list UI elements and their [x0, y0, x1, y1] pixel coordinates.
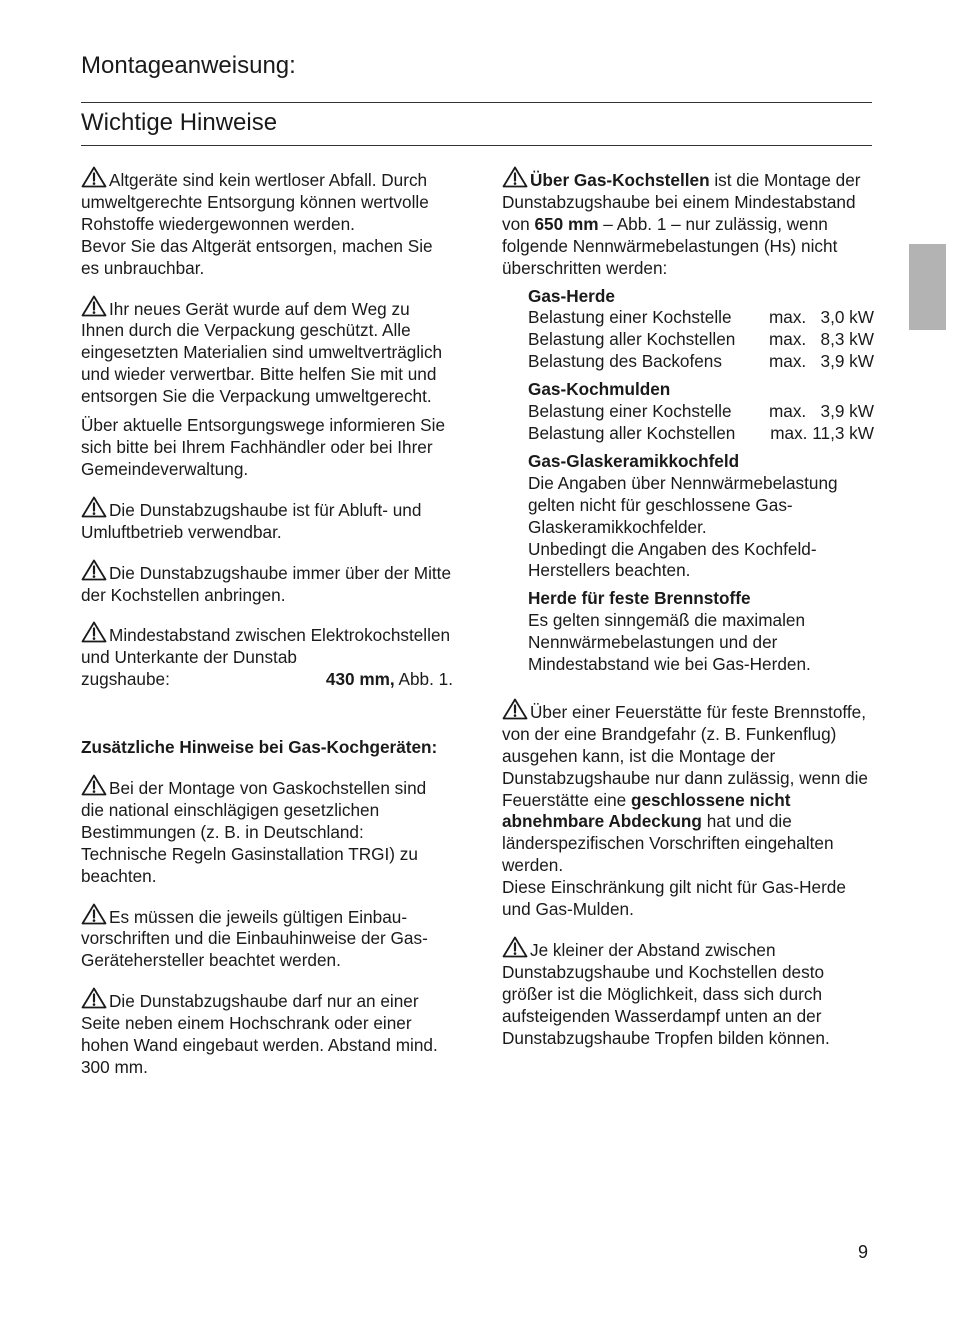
note-packaging: Ihr neues Gerät wurde auf dem Weg zu Ihnen durch die Verpackung geschützt. Alle eingesetzten Materialien sind umweltverträglich und wieder verwertbar. Bitte helfen Sie mit und entsorgen Sie die Verpackung umweltgerecht. — [81, 295, 453, 409]
warning-icon — [81, 496, 107, 518]
page-number: 9 — [858, 1242, 869, 1262]
feste-brennstoffe-block: Herde für feste Brennstoffe Es gelten sinngemäß die maximalen Nennwärmebelastungen und der Mindestabstand wie bei Gas-Herden. — [528, 588, 811, 675]
note-side-clearance: Die Dunstabzugshaube darf nur an einer Seite neben einem Hochschrank oder einer hohen Wand eingebaut werden. Abstand mind. 300 mm. — [81, 987, 453, 1079]
warning-icon — [502, 698, 528, 720]
spec-row: Belastung einer Kochstelle max. 3,9 kW — [528, 401, 874, 422]
warning-icon — [502, 166, 528, 188]
note-disposal-info: Über aktuelle Entsorgungswege informieren Sie sich bitte bei Ihrem Fachhändler oder bei Ihrer Gemeindeverwaltung. — [81, 415, 446, 479]
section-title: Wichtige Hinweise — [81, 109, 278, 136]
warning-icon — [81, 295, 107, 317]
spec-row: Belastung des Backofens max. 3,9 kW — [528, 351, 874, 372]
warning-icon — [502, 936, 528, 958]
spec-row: Belastung aller Kochstellen max. 8,3 kW — [528, 329, 874, 350]
section-divider — [81, 145, 872, 146]
min-distance-line: zugshaube: 430 mm, Abb. 1. — [81, 669, 453, 690]
note-solid-fuel: Über einer Feuerstätte für feste Brennstoffe, von der eine Brandgefahr (z. B. Funkenflug) ausgehen kann, ist die Montage der Dunstabzugshaube nur dann zulässig, wenn die Feuerstätte eine geschlossene nicht abnehmbare Abdeckung hat und die länderspezifischen Vorschriften eingehalten werden. — [502, 698, 874, 877]
note-condensation: Je kleiner der Abstand zwischen Dunstabzugshaube und Kochstellen desto größer ist die Möglichkeit, dass sich durch aufsteigenden Wasserdampf unten an der Dunstabzugshaube Tropfen bilden können. — [502, 936, 874, 1050]
note-gas-hobs: Über Gas-Kochstellen ist die Montage der Dunstabzugshaube bei einem Mindestabstand von 650 mm – Abb. 1 – nur zulässig, wenn folgende Nennwärmebelastungen (Hs) nicht überschritten werden: — [502, 166, 874, 280]
warning-icon — [81, 559, 107, 581]
note-min-distance: Mindestabstand zwischen Elektrokochstellen und Unterkante der Dunstab — [81, 621, 453, 669]
warning-icon — [81, 621, 107, 643]
left-column — [81, 166, 453, 1079]
language-tab — [909, 244, 946, 330]
page-title: Montageanweisung: — [81, 52, 296, 79]
warning-icon — [81, 987, 107, 1009]
note-disposal-2: Bevor Sie das Altgerät entsorgen, machen Sie es unbrauchbar. — [81, 235, 433, 278]
note-operation-mode: Die Dunstabzugshaube ist für Abluft- und Umluftbetrieb verwendbar. — [81, 496, 453, 544]
title-divider — [81, 102, 872, 103]
note-solid-fuel-2: Diese Einschränkung gilt nicht für Gas-Herde und Gas-Mulden. — [502, 877, 846, 920]
gas-kochmulden-block: Gas-Kochmulden Belastung einer Kochstelle max. 3,9 kW Belastung aller Kochstellen max. 11,3 kW — [528, 379, 874, 443]
warning-icon — [81, 774, 107, 796]
gas-herde-block: Gas-Herde Belastung einer Kochstelle max. 3,0 kW Belastung aller Kochstellen max. 8,3 kW Belastung des Backofens max. 3,9 kW — [528, 285, 874, 372]
glaskeramik-block: Gas-Glaskeramikkochfeld Die Angaben über Nennwärmebelastung gelten nicht für geschlossene Gas-Glaskeramikkochfelder. Unbedingt die Angaben des Kochfeld-Herstellers beachten. — [528, 450, 838, 581]
gas-heading: Zusätzliche Hinweise bei Gas-Kochgeräten: — [81, 737, 438, 758]
note-gas-regulations: Bei der Montage von Gaskochstellen sind die national einschlägigen gesetzlichen Bestimmungen (z. B. in Deutschland: Technische Regeln Gasinstallation TRGI) zu beachten. — [81, 774, 453, 888]
warning-icon — [81, 903, 107, 925]
spec-row: Belastung einer Kochstelle max. 3,0 kW — [528, 307, 874, 328]
spec-row: Belastung aller Kochstellen max. 11,3 kW — [528, 422, 874, 443]
min-distance-value: 430 mm, — [325, 669, 395, 690]
note-mounting-center: Die Dunstabzugshaube immer über der Mitte der Kochstellen anbringen. — [81, 559, 453, 607]
note-installation-rules: Es müssen die jeweils gültigen Einbauvorschriften und die Einbauhinweise der Gas-Gerätehersteller beachtet werden. — [81, 903, 453, 973]
right-column — [502, 166, 874, 1050]
note-disposal: Altgeräte sind kein wertloser Abfall. Durch umweltgerechte Entsorgung können wertvolle Rohstoffe wiedergewonnen werden. — [81, 166, 453, 236]
warning-icon — [81, 166, 107, 188]
